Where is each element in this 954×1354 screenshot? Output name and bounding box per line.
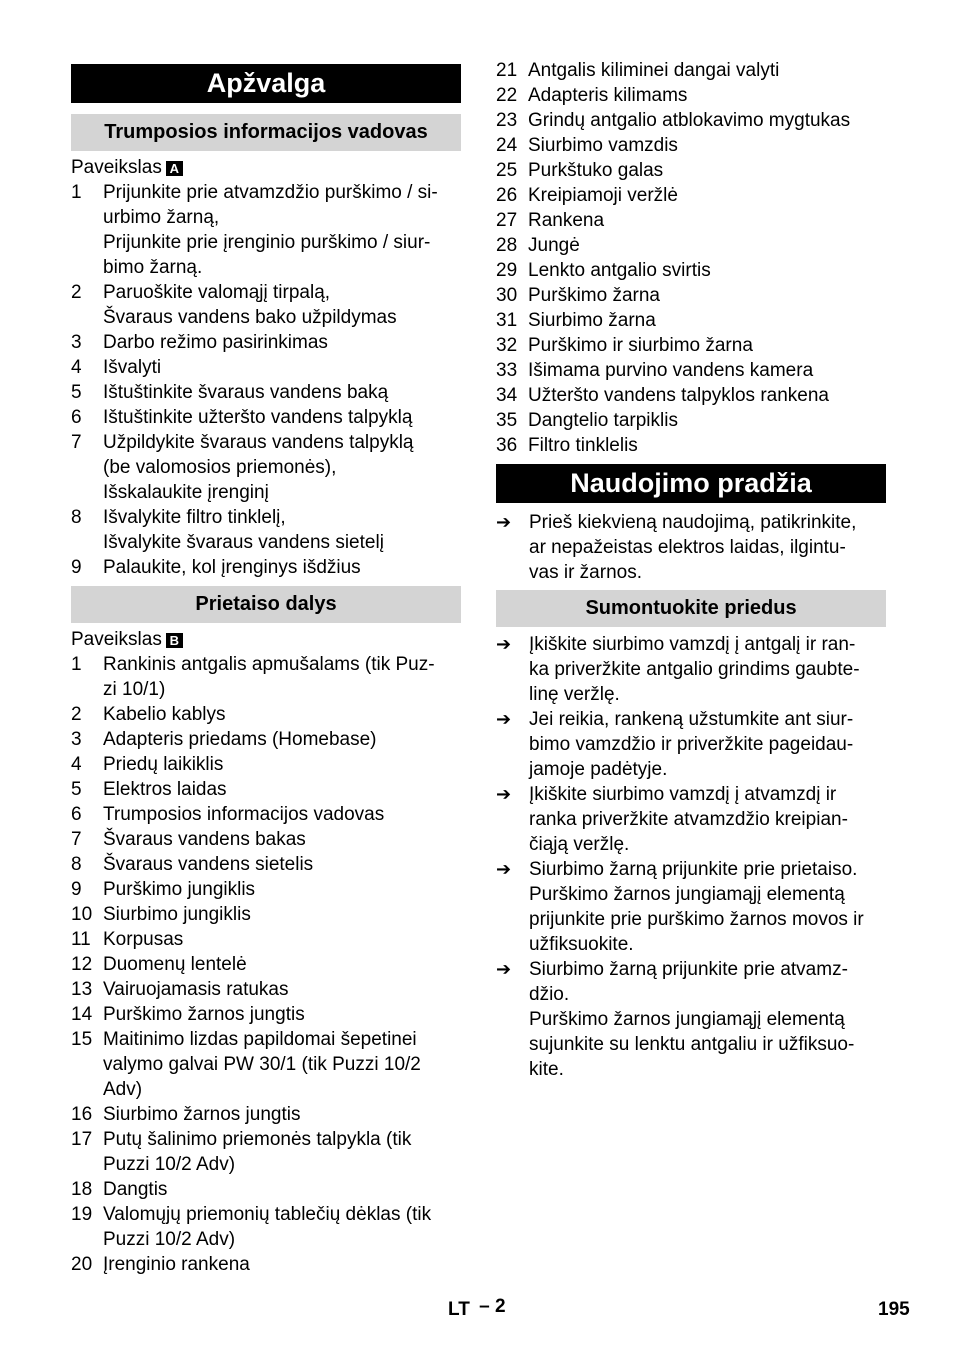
item-text: Trumposios informacijos vadovas <box>103 804 385 825</box>
item-number: 33 <box>496 360 518 381</box>
item-text: Priedų laikiklis <box>103 754 224 775</box>
item-text: Prijunkite prie atvamzdžio purškimo / si- urbimo žarną, Prijunkite prie įrenginio purškimo / siur- bimo žarną. <box>103 182 438 278</box>
item-number: 26 <box>496 185 518 206</box>
list-item <box>496 208 886 233</box>
item-number: 14 <box>71 1004 93 1025</box>
list-item <box>496 58 886 83</box>
item-number: 35 <box>496 410 518 431</box>
item-text: Korpusas <box>103 929 184 950</box>
list-item <box>71 280 461 330</box>
item-number: 12 <box>71 954 93 975</box>
start-title: Naudojimo pradžia <box>496 464 886 503</box>
item-number: 32 <box>496 335 518 356</box>
list-item <box>496 333 886 358</box>
list-item <box>496 358 886 383</box>
item-text: Maitinimo lizdas papildomai šepetinei valymo galvai PW 30/1 (tik Puzzi 10/2 Adv) <box>103 1029 421 1100</box>
item-text: Adapteris kilimams <box>528 85 688 106</box>
arrow-right-icon: ➔ <box>496 859 512 879</box>
list-item <box>71 727 461 752</box>
list-item <box>71 777 461 802</box>
item-number: 9 <box>71 557 82 578</box>
list-item <box>496 283 886 308</box>
item-number: 20 <box>71 1254 93 1275</box>
list-item <box>71 405 461 430</box>
item-number: 7 <box>71 432 82 453</box>
item-number: 2 <box>71 282 82 303</box>
item-number: 5 <box>71 779 82 800</box>
item-text: Išimama purvino vandens kamera <box>528 360 814 381</box>
item-text: Purškimo žarna <box>528 285 660 306</box>
list-item <box>71 827 461 852</box>
item-number: 1 <box>71 654 82 675</box>
list-item <box>71 1252 461 1277</box>
list-item <box>71 802 461 827</box>
footer-language-section <box>448 1297 506 1322</box>
item-text: Siurbimo vamzdis <box>528 135 678 156</box>
item-text: Išvalyti <box>103 357 162 378</box>
list-item <box>71 555 461 580</box>
item-number: 4 <box>71 754 82 775</box>
item-number: 8 <box>71 854 82 875</box>
item-text: Ištuštinkite švaraus vandens baką <box>103 382 389 403</box>
left-column <box>71 58 461 1277</box>
item-text: Dangtis <box>103 1179 168 1200</box>
item-text: Dangtelio tarpiklis <box>528 410 678 431</box>
footer-section: – 2 <box>479 1296 506 1317</box>
list-item <box>71 355 461 380</box>
item-number: 22 <box>496 85 518 106</box>
item-number: 4 <box>71 357 82 378</box>
item-number: 3 <box>71 332 82 353</box>
list-item <box>496 433 886 458</box>
item-number: 27 <box>496 210 518 231</box>
item-text: Kreipiamoji veržlė <box>528 185 678 206</box>
item-number: 3 <box>71 729 82 750</box>
list-item <box>71 180 461 280</box>
item-text: Darbo režimo pasirinkimas <box>103 332 328 353</box>
figure-a-letter: A <box>166 161 183 176</box>
figure-a-label: Paveikslas <box>71 157 162 178</box>
item-text: Duomenų lentelė <box>103 954 247 975</box>
overview-title: Apžvalga <box>71 64 461 103</box>
item-text: Purškimo ir siurbimo žarna <box>528 335 753 356</box>
item-text: Rankinis antgalis apmušalams (tik Puz- zi 10/1) <box>103 654 435 700</box>
right-column <box>496 58 886 1082</box>
bullet-text: Jei reikia, rankeną užstumkite ant siur- bimo vamzdžio ir priveržkite pageidau- jamoje padėtyje. <box>529 709 854 780</box>
item-text: Palaukite, kol įrenginys išdžius <box>103 557 361 578</box>
page-number: 195 <box>878 1299 910 1320</box>
arrow-right-icon: ➔ <box>496 634 512 654</box>
item-number: 15 <box>71 1029 93 1050</box>
list-item <box>71 1177 461 1202</box>
arrow-right-icon: ➔ <box>496 709 512 729</box>
list-item <box>496 158 886 183</box>
bullet-text: Siurbimo žarną prijunkite prie prietaiso. Purškimo žarnos jungiamąjį elementą prijunkite prie purškimo žarnos movos ir užfiksuokite. <box>529 859 864 955</box>
list-item <box>71 1002 461 1027</box>
item-text: Siurbimo žarna <box>528 310 656 331</box>
item-text: Purkštuko galas <box>528 160 664 181</box>
arrow-right-icon: ➔ <box>496 512 512 532</box>
list-item <box>71 752 461 777</box>
item-number: 9 <box>71 879 82 900</box>
parts-heading: Prietaiso dalys <box>71 586 461 623</box>
list-item <box>496 308 886 333</box>
figure-a-ref <box>71 155 461 180</box>
item-text: Įrenginio rankena <box>103 1254 250 1275</box>
item-text: Siurbimo žarnos jungtis <box>103 1104 301 1125</box>
item-text: Išvalykite filtro tinklelį, Išvalykite švaraus vandens sietelį <box>103 507 384 553</box>
item-number: 30 <box>496 285 518 306</box>
arrow-right-icon: ➔ <box>496 784 512 804</box>
list-item <box>71 1027 461 1102</box>
bullet-item <box>496 632 886 707</box>
item-text: Lenkto antgalio svirtis <box>528 260 711 281</box>
list-item <box>496 233 886 258</box>
item-number: 2 <box>71 704 82 725</box>
list-item <box>71 977 461 1002</box>
item-number: 31 <box>496 310 518 331</box>
list-item <box>71 380 461 405</box>
item-number: 1 <box>71 182 82 203</box>
item-number: 5 <box>71 382 82 403</box>
item-number: 16 <box>71 1104 93 1125</box>
list-item <box>496 408 886 433</box>
list-item <box>71 927 461 952</box>
item-text: Siurbimo jungiklis <box>103 904 251 925</box>
bullet-text: Įkiškite siurbimo vamzdį į antgalį ir ran- ka priveržkite antgalio grindims gaubte- linę veržlę. <box>529 634 860 705</box>
item-number: 18 <box>71 1179 93 1200</box>
bullet-item <box>496 782 886 857</box>
assemble-bullets <box>496 632 886 1082</box>
item-text: Paruoškite valomąjį tirpalą, Švaraus vandens bako užpildymas <box>103 282 397 328</box>
item-text: Švaraus vandens bakas <box>103 829 306 850</box>
item-number: 6 <box>71 407 82 428</box>
bullet-item <box>496 957 886 1082</box>
list-item <box>71 430 461 505</box>
item-text: Jungė <box>528 235 580 256</box>
list-item <box>71 1102 461 1127</box>
item-number: 7 <box>71 829 82 850</box>
quick-guide-heading: Trumposios informacijos vadovas <box>71 114 461 151</box>
list-item <box>71 952 461 977</box>
item-number: 28 <box>496 235 518 256</box>
item-text: Antgalis kiliminei dangai valyti <box>528 60 780 81</box>
list-item <box>71 702 461 727</box>
item-number: 8 <box>71 507 82 528</box>
footer-language: LT <box>448 1299 470 1320</box>
list-item <box>71 877 461 902</box>
item-text: Filtro tinklelis <box>528 435 638 456</box>
item-text: Kabelio kablys <box>103 704 226 725</box>
bullet-text: Įkiškite siurbimo vamzdį į atvamzdį ir ranka priveržkite atvamzdžio kreipian- čiąją veržlę. <box>529 784 848 855</box>
list-item <box>71 1127 461 1177</box>
quick-guide-list <box>71 180 461 580</box>
arrow-right-icon: ➔ <box>496 959 512 979</box>
list-item <box>496 183 886 208</box>
item-text: Grindų antgalio atblokavimo mygtukas <box>528 110 851 131</box>
item-number: 10 <box>71 904 93 925</box>
item-number: 25 <box>496 160 518 181</box>
bullet-text: Prieš kiekvieną naudojimą, patikrinkite, ar nepažeistas elektros laidas, ilgintu- vas ir žarnos. <box>529 512 857 583</box>
item-text: Užpildykite švaraus vandens talpyklą (be valomosios priemonės), Išskalaukite įrenginį <box>103 432 414 503</box>
item-text: Elektros laidas <box>103 779 227 800</box>
item-number: 34 <box>496 385 518 406</box>
item-number: 6 <box>71 804 82 825</box>
item-number: 24 <box>496 135 518 156</box>
figure-b-label: Paveikslas <box>71 629 162 650</box>
list-item <box>71 1202 461 1252</box>
item-text: Valomųjų priemonių tablečių dėklas (tik Puzzi 10/2 Adv) <box>103 1204 432 1250</box>
item-number: 13 <box>71 979 93 1000</box>
item-number: 23 <box>496 110 518 131</box>
start-bullets <box>496 510 886 585</box>
item-text: Ištuštinkite užteršto vandens talpyklą <box>103 407 413 428</box>
list-item <box>496 133 886 158</box>
bullet-item <box>496 857 886 957</box>
item-number: 17 <box>71 1129 93 1150</box>
item-text: Rankena <box>528 210 605 231</box>
item-number: 36 <box>496 435 518 456</box>
list-item <box>71 652 461 702</box>
parts-list-continued <box>496 58 886 458</box>
item-number: 29 <box>496 260 518 281</box>
list-item <box>71 505 461 555</box>
list-item <box>71 852 461 877</box>
figure-b-ref <box>71 627 461 652</box>
item-text: Putų šalinimo priemonės talpykla (tik Puzzi 10/2 Adv) <box>103 1129 412 1175</box>
bullet-item <box>496 707 886 782</box>
figure-b-letter: B <box>166 633 183 648</box>
bullet-text: Siurbimo žarną prijunkite prie atvamz- džio. Purškimo žarnos jungiamąjį elementą sujunkite su lenktu antgaliu ir užfiksuo- kite. <box>529 959 855 1080</box>
item-text: Adapteris priedams (Homebase) <box>103 729 377 750</box>
parts-list <box>71 652 461 1277</box>
list-item <box>496 108 886 133</box>
item-number: 19 <box>71 1204 93 1225</box>
list-item <box>496 258 886 283</box>
item-text: Purškimo jungiklis <box>103 879 256 900</box>
item-number: 11 <box>71 929 91 950</box>
assemble-heading: Sumontuokite priedus <box>496 590 886 627</box>
item-text: Švaraus vandens sietelis <box>103 854 314 875</box>
list-item <box>496 83 886 108</box>
list-item <box>71 330 461 355</box>
item-text: Vairuojamasis ratukas <box>103 979 289 1000</box>
item-text: Purškimo žarnos jungtis <box>103 1004 305 1025</box>
item-number: 21 <box>496 60 518 81</box>
list-item <box>71 902 461 927</box>
item-text: Užteršto vandens talpyklos rankena <box>528 385 829 406</box>
list-item <box>496 383 886 408</box>
bullet-item <box>496 510 886 585</box>
